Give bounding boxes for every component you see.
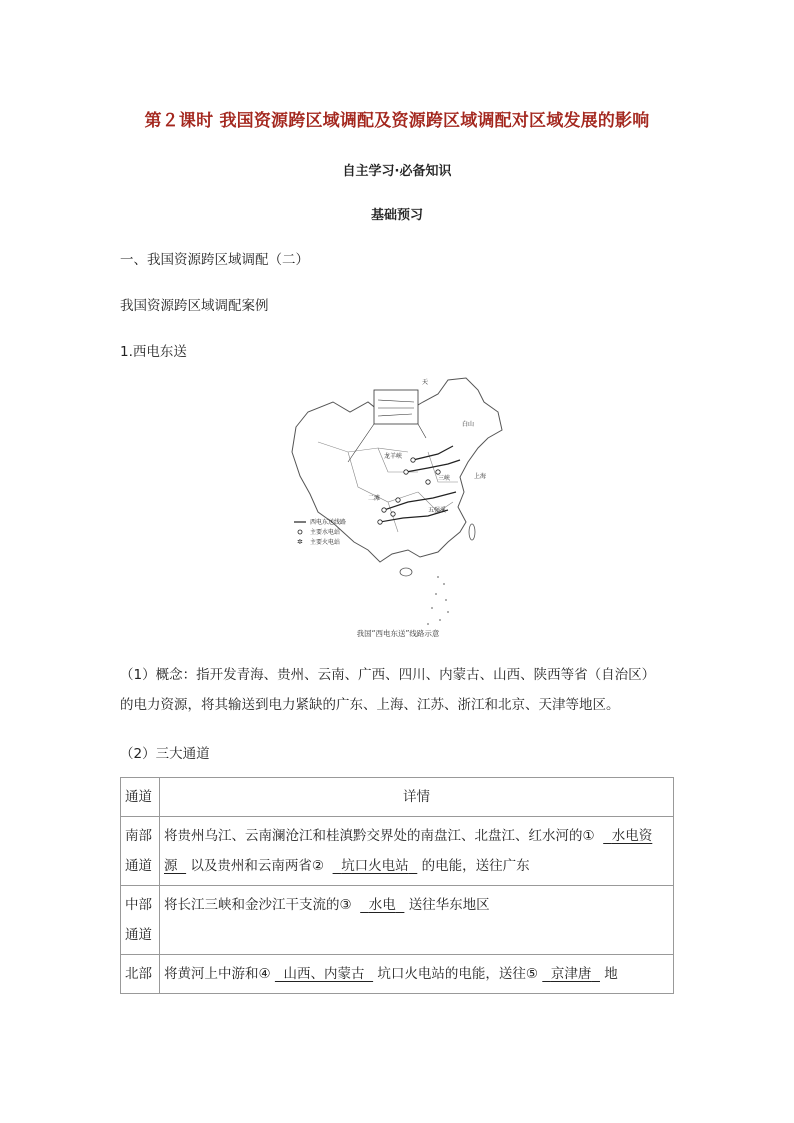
concept-paragraph [120, 660, 676, 720]
hainan-island [400, 568, 412, 576]
detail-text: 坑口火电站的电能，送往⑤ [377, 966, 538, 982]
heading-cases: 我国资源跨区域调配案例 [120, 298, 269, 314]
channels-heading: （2）三大通道 [120, 746, 210, 762]
detail-text: 将贵州乌江、云南澜沧江和桂滇黔交界处的南盘江、北盘江、红水河的① [164, 828, 595, 844]
map-label: 龙羊峡 [384, 453, 403, 460]
legend-item: 主要水电站 [310, 529, 341, 536]
row-detail [160, 886, 674, 955]
map-label: 三峡 [438, 475, 451, 482]
map-label: 五强溪 [428, 507, 447, 514]
legend-hydro-icon [298, 530, 302, 534]
table-row [121, 886, 674, 955]
header-detail: 详情 [160, 778, 674, 817]
map-label: 二滩 [368, 495, 381, 502]
row-name: 南部通道 [121, 817, 160, 886]
map-drawing [288, 372, 508, 634]
answer-blank: 水电 [368, 897, 396, 913]
header-channel: 通道 [121, 778, 160, 817]
concept-line-1: （1）概念：指开发青海、贵州、云南、广西、四川、内蒙古、山西、陕西等省（自治区） [120, 667, 656, 683]
south-sea-islands [427, 576, 449, 625]
map-label: 白山 [462, 421, 475, 428]
detail-text: 以及贵州和云南两省② [190, 858, 324, 874]
answer-blank: 水电资源 [164, 828, 653, 874]
legend-item: 主要火电站 [310, 539, 341, 546]
map-label: 天 [422, 379, 429, 386]
detail-text: 将黄河上中游和④ [164, 966, 271, 982]
map-label: 上海 [474, 473, 487, 480]
detail-text: 的电能，送往广东 [421, 858, 530, 874]
table-row [121, 955, 674, 994]
heading-part-one: 一、我国资源跨区域调配（二） [120, 252, 309, 268]
page-title: 第２课时 我国资源跨区域调配及资源跨区域调配对区域发展的影响 [144, 111, 650, 131]
map-legend [294, 518, 346, 546]
detail-text: 将长江三峡和金沙江干支流的③ [164, 897, 352, 913]
answer-blank: 山西、内蒙古 [283, 966, 365, 982]
section-heading: 自主学习·必备知识 [342, 164, 452, 179]
legend-item: 西电东送线路 [310, 519, 347, 526]
detail-text: 地 [604, 966, 618, 982]
channels-table [120, 777, 674, 994]
row-name: 中部通道 [121, 886, 160, 955]
concept-line-2: 的电力资源，将其输送到电力紧缺的广东、上海、江苏、浙江和北京、天津等地区。 [120, 697, 620, 713]
legend-thermal-icon: ✲ [297, 538, 303, 546]
taiwan-island [469, 524, 475, 540]
row-detail [160, 817, 674, 886]
map-caption: 我国“西电东送”线路示意 [356, 629, 440, 638]
subsection-heading: 基础预习 [370, 208, 423, 223]
west-east-power-map [288, 372, 508, 640]
row-name: 北部 [121, 955, 160, 994]
detail-text: 送往华东地区 [408, 897, 490, 913]
answer-blank: 坑口火电站 [341, 858, 409, 874]
row-detail [160, 955, 674, 994]
table-header-row [121, 778, 674, 817]
inset-box [374, 390, 418, 424]
table-row [121, 817, 674, 886]
answer-blank: 京津唐 [550, 966, 592, 982]
heading-west-east: 1.西电东送 [120, 344, 187, 360]
